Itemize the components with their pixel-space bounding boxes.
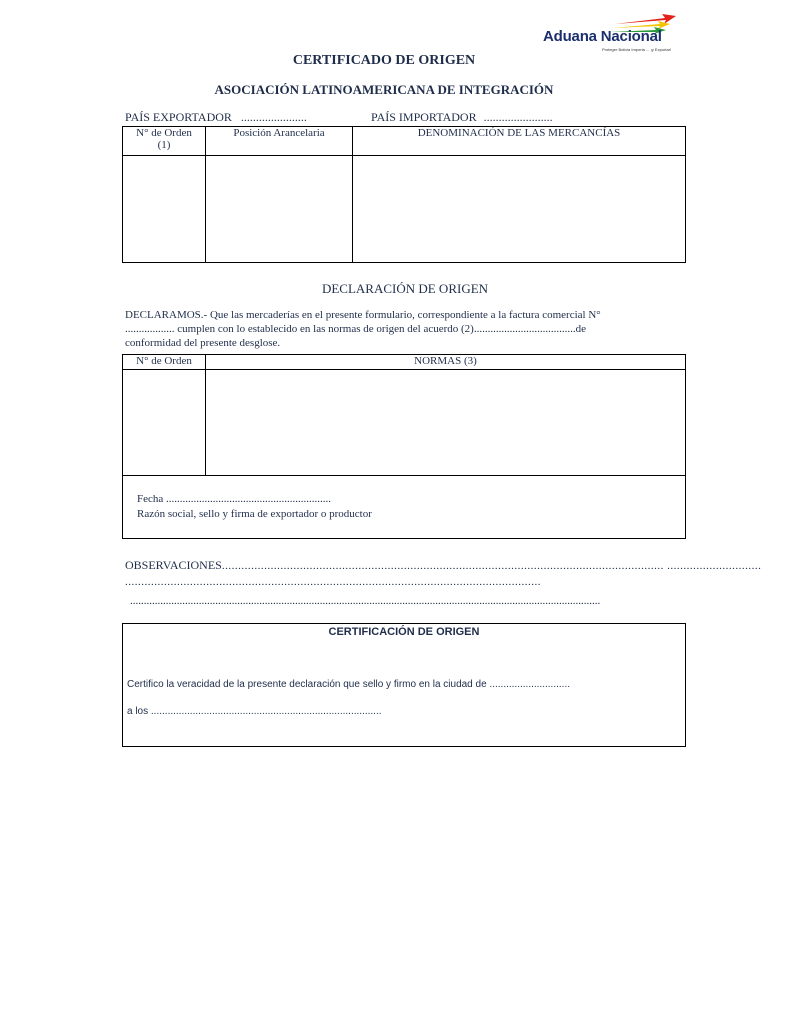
declaration-heading: DECLARACIÓN DE ORIGEN <box>321 281 489 296</box>
document-subtitle: ASOCIACIÓN LATINOAMERICANA DE INTEGRACIÓN <box>214 82 554 97</box>
observations-label: OBSERVACIONES <box>125 558 222 572</box>
certification-heading: CERTIFICACIÓN DE ORIGEN <box>328 626 480 638</box>
signature-cell <box>123 476 686 539</box>
goods-cell-tariff <box>206 156 353 263</box>
exporter-label: PAÍS EXPORTADOR <box>125 110 232 124</box>
norms-cell-order <box>123 370 206 476</box>
firm-line: Razón social, sello y firma de exportador o productor <box>137 508 372 520</box>
importer-label: PAÍS IMPORTADOR <box>371 110 477 124</box>
logo-tagline: Proteger Bolivia Importa ... ¡y Exportar! <box>602 47 672 52</box>
observations-line-1 <box>125 558 762 573</box>
norms-col-order: N° de Orden <box>123 355 206 370</box>
goods-col-order-note: (1) <box>157 139 171 151</box>
declaration-line-1: DECLARAMOS.- Que las mercaderías en el presente formulario, correspondiente a la factura comercial N° <box>125 309 601 321</box>
goods-cell-order <box>123 156 206 263</box>
goods-table <box>122 126 686 263</box>
goods-col-order <box>123 127 206 156</box>
observations-line-2: ................................................................................................................................ <box>125 576 541 588</box>
date-line: Fecha ............................................................ <box>137 493 332 505</box>
norms-col-norms: NORMAS (3) <box>206 355 686 370</box>
aduana-logo <box>540 4 680 56</box>
exporter-row <box>125 110 307 125</box>
certification-line-1: Certifico la veracidad de la presente declaración que sello y firmo en la ciudad de ............................. <box>127 679 570 690</box>
observations-dots-1: ........................................................................................................................................ ............................. <box>221 560 762 572</box>
document-title: CERTIFICADO DE ORIGEN <box>292 53 476 68</box>
goods-col-tariff: Posición Arancelaria <box>206 127 353 156</box>
importer-value: ....................... <box>483 110 553 124</box>
exporter-value: ...................... <box>240 110 307 124</box>
goods-cell-description <box>353 156 686 263</box>
importer-row <box>371 110 553 125</box>
certification-box <box>122 623 686 747</box>
goods-col-description: DENOMINACIÓN DE LAS MERCANCÍAS <box>353 127 686 156</box>
goods-col-order-label: N° de Orden <box>136 127 192 139</box>
declaration-line-3: conformidad del presente desglose. <box>125 337 281 349</box>
declaration-line-2: .................. cumplen con lo establecido en las normas de origen del acuerdo (2).....................................de <box>125 323 586 335</box>
declaration-text <box>125 308 681 350</box>
logo-name: Aduana Nacional <box>543 28 662 45</box>
observations-line-3: ........................................................................................................................................................................... <box>130 595 601 607</box>
norms-cell-norms <box>206 370 686 476</box>
certification-line-2: a los ................................................................................... <box>127 706 382 717</box>
norms-table <box>122 354 686 539</box>
